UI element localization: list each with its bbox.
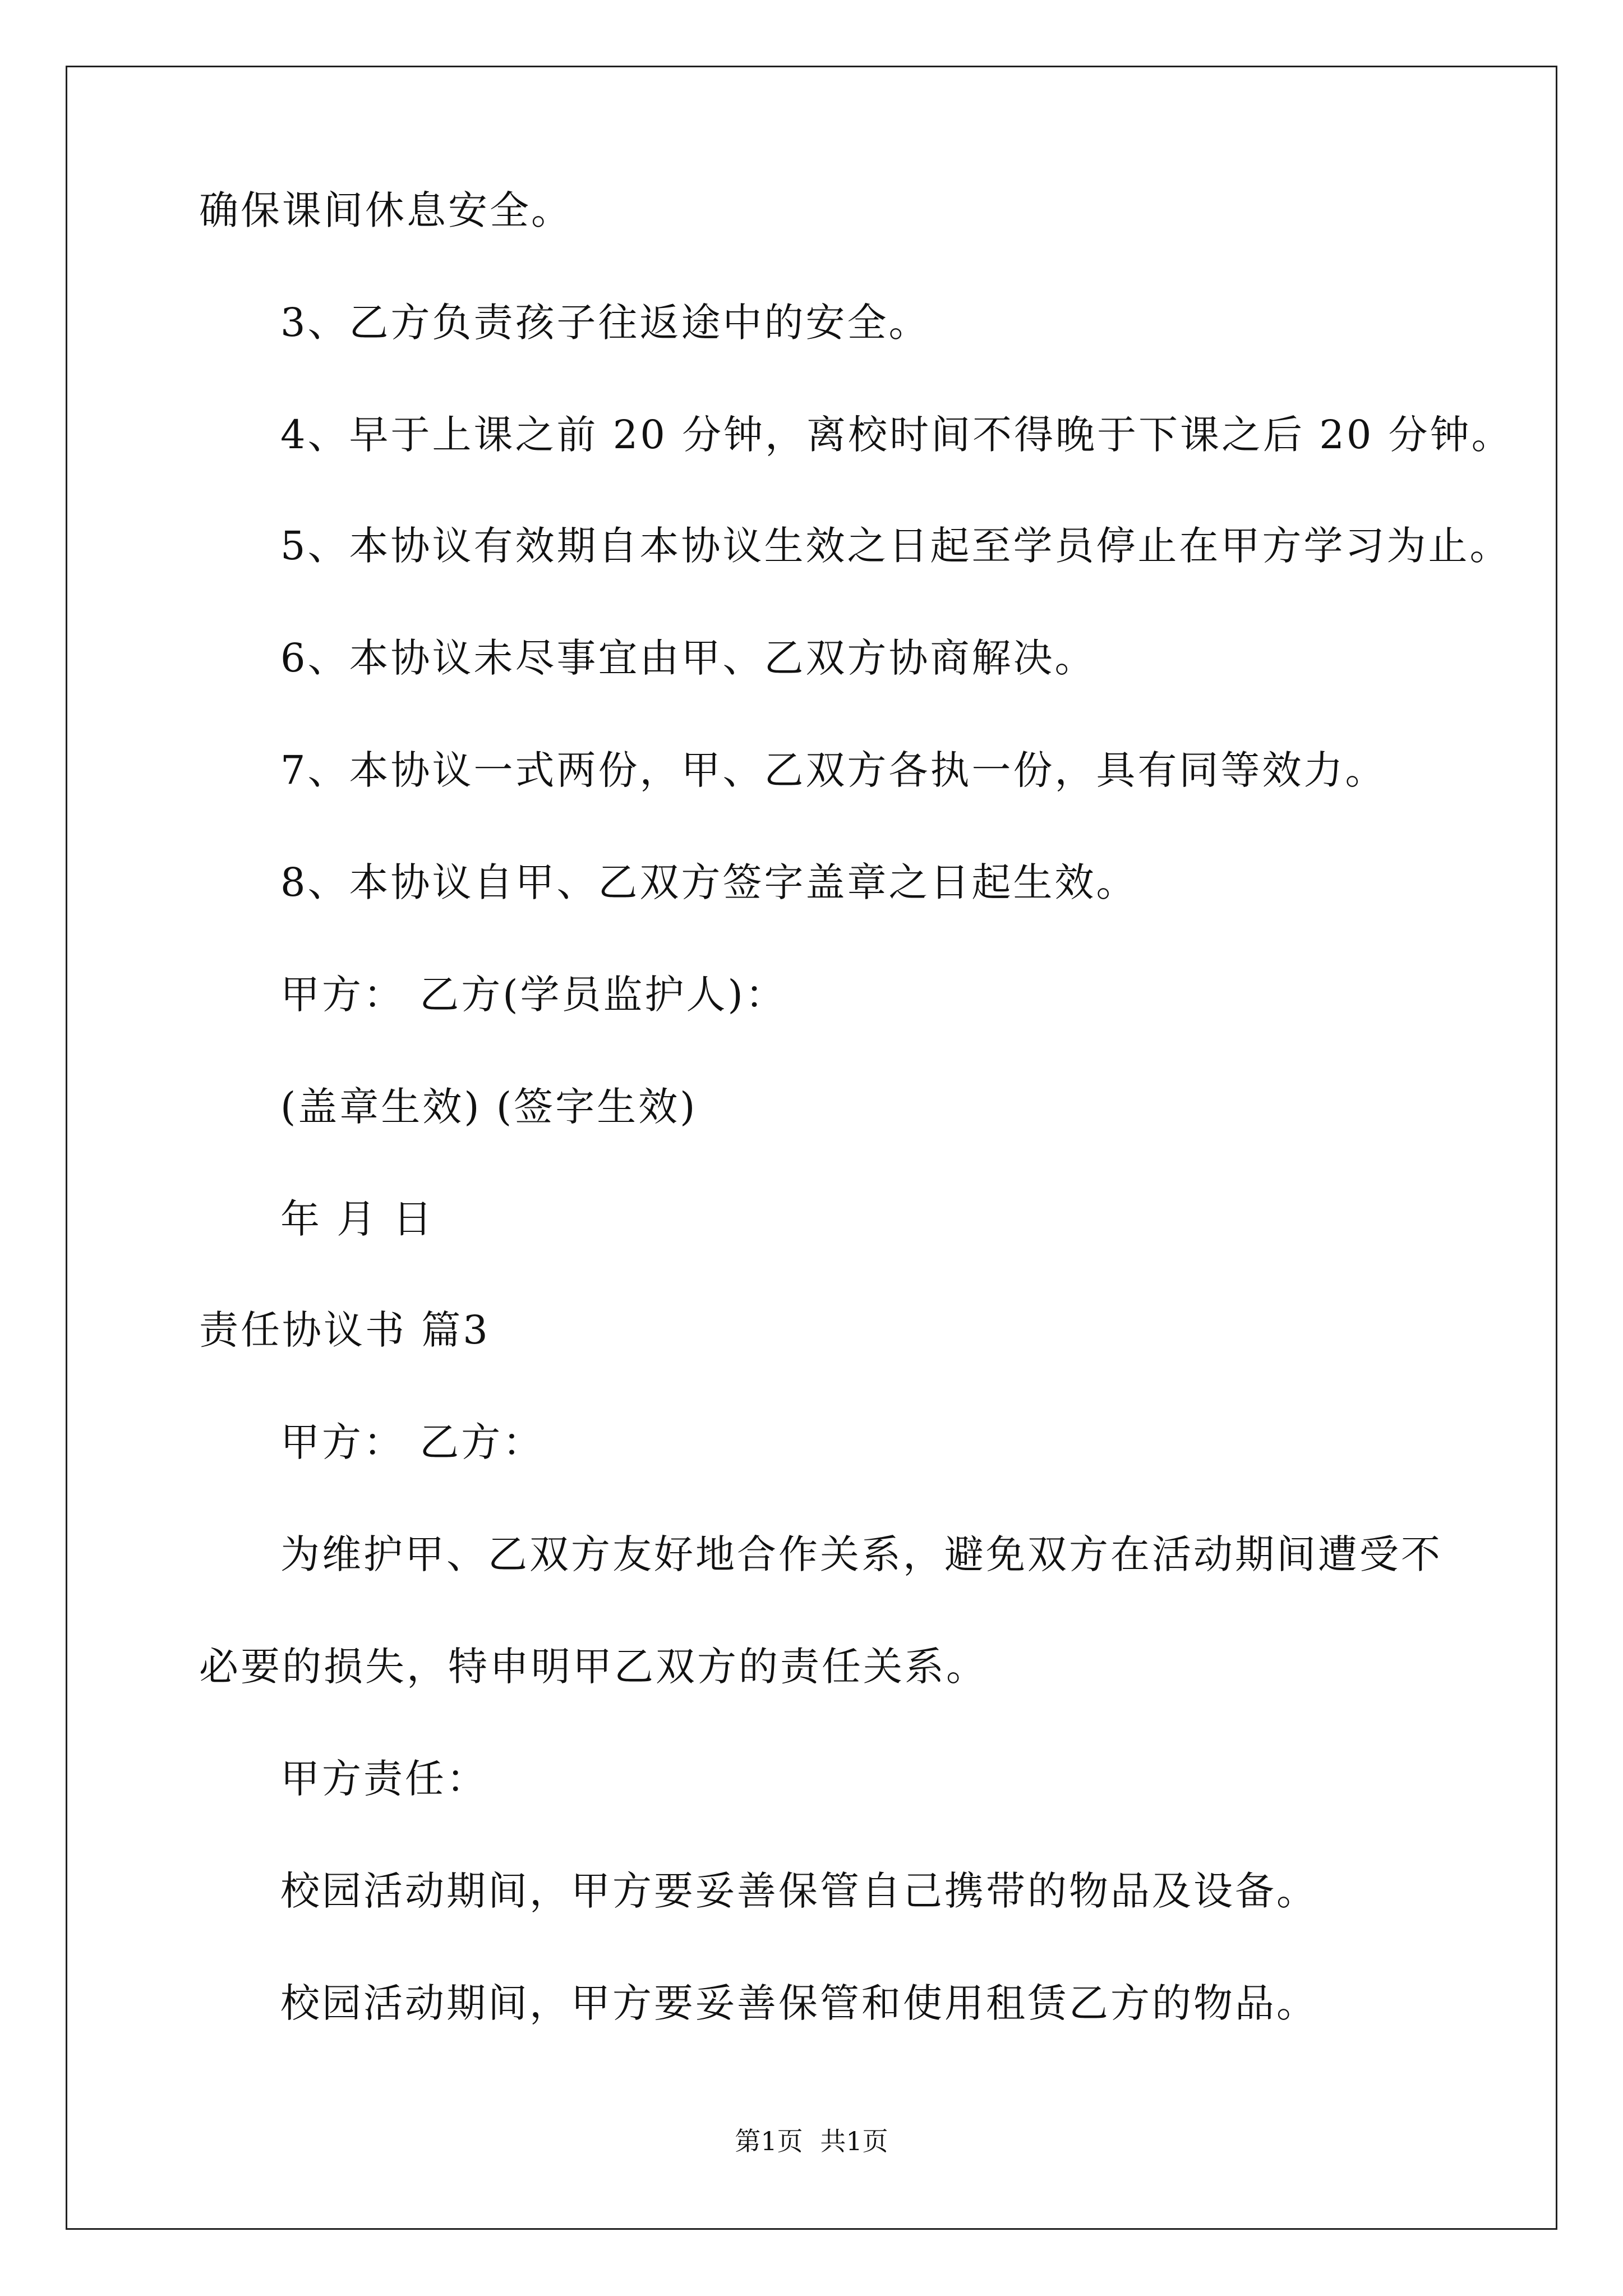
responsibility-item-2: 校园活动期间，甲方要妥善保管和使用租赁乙方的物品。 bbox=[280, 1980, 1318, 2026]
section-title: 责任协议书 篇3 bbox=[199, 1307, 490, 1353]
intro-paragraph-line-2: 必要的损失，特申明甲乙双方的责任关系。 bbox=[199, 1644, 988, 1690]
signature-parties: 甲方： 乙方(学员监护人)： bbox=[280, 972, 787, 1018]
clause-3: 3、乙方负责孩子往返途中的安全。 bbox=[280, 300, 930, 346]
clause-7: 7、本协议一式两份，甲、乙双方各执一份，具有同等效力。 bbox=[280, 747, 1387, 793]
clause-5: 5、本协议有效期自本协议生效之日起至学员停止在甲方学习为止。 bbox=[280, 523, 1511, 569]
responsibility-item-1: 校园活动期间，甲方要妥善保管自己携带的物品及设备。 bbox=[280, 1868, 1318, 1914]
party-a-responsibility-heading: 甲方责任： bbox=[280, 1756, 488, 1802]
date-line: 年 月 日 bbox=[280, 1196, 435, 1242]
signature-notes: (盖章生效) (签字生效) bbox=[280, 1084, 698, 1130]
parties-line: 甲方： 乙方： bbox=[280, 1419, 545, 1465]
clause-4: 4、早于上课之前 20 分钟，离校时间不得晚于下课之后 20 分钟。 bbox=[280, 412, 1513, 458]
clause-6: 6、本协议未尽事宜由甲、乙双方协商解决。 bbox=[280, 635, 1096, 681]
page-total: 共1页 bbox=[820, 2126, 888, 2156]
intro-paragraph-line-1: 为维护甲、乙双方友好地合作关系，避免双方在活动期间遭受不 bbox=[280, 1531, 1442, 1577]
paragraph-line: 确保课间休息安全。 bbox=[199, 187, 573, 233]
page-footer bbox=[0, 2124, 1623, 2158]
page-current: 第1页 bbox=[735, 2126, 803, 2156]
clause-8: 8、本协议自甲、乙双方签字盖章之日起生效。 bbox=[280, 859, 1138, 905]
